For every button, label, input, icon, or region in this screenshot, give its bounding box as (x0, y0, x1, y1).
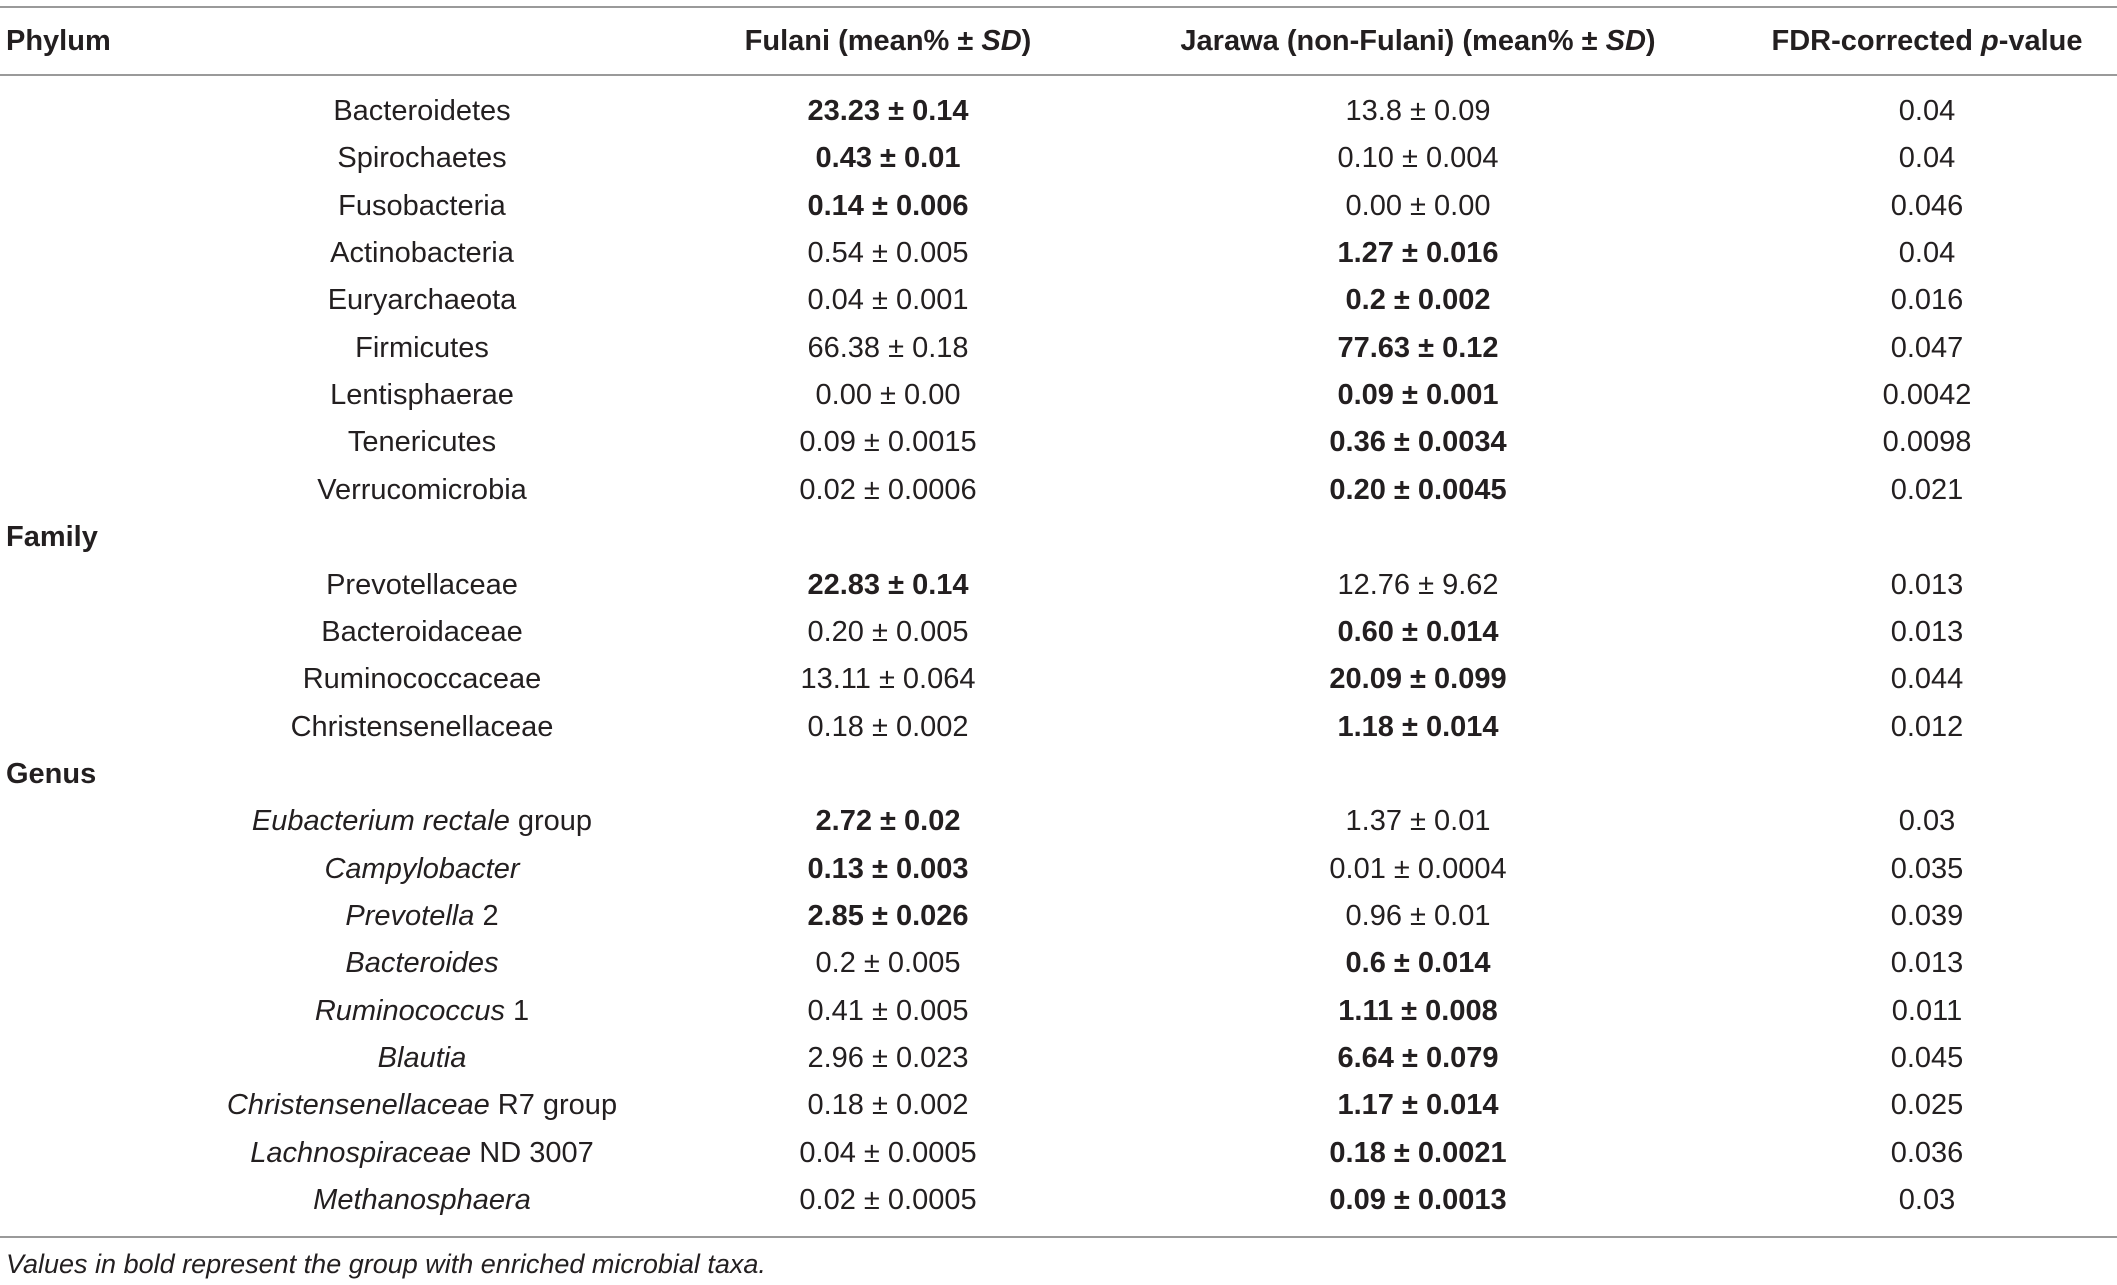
taxon-name: Christensenellaceae R7 group (226, 1089, 618, 1121)
fdr-p-value: 0.047 (1890, 332, 1964, 364)
fulani-value: 0.02 ± 0.0006 (799, 474, 977, 506)
taxon-name: Fusobacteria (338, 190, 506, 222)
taxon-name: Ruminococcus 1 (314, 995, 530, 1027)
taxon-name: Methanosphaera (313, 1184, 531, 1216)
fulani-value: 0.13 ± 0.003 (807, 853, 969, 885)
jarawa-value: 0.20 ± 0.0045 (1329, 474, 1507, 506)
fulani-value: 0.20 ± 0.005 (807, 616, 969, 648)
fdr-p-value: 0.016 (1890, 284, 1964, 316)
taxon-name: Blautia (377, 1042, 467, 1074)
header-phylum: Phylum (6, 25, 111, 57)
fulani-value: 0.54 ± 0.005 (807, 237, 969, 269)
jarawa-value: 1.11 ± 0.008 (1338, 995, 1498, 1027)
jarawa-value: 12.76 ± 9.62 (1337, 569, 1499, 601)
jarawa-value: 1.17 ± 0.014 (1337, 1089, 1499, 1121)
fulani-value: 2.96 ± 0.023 (807, 1042, 969, 1074)
taxon-name: Bacteroidaceae (321, 616, 523, 648)
taxon-name: Eubacterium rectale group (251, 805, 593, 837)
taxon-name: Ruminococcaceae (302, 663, 542, 695)
fdr-p-value: 0.0098 (1882, 426, 1972, 458)
jarawa-value: 0.96 ± 0.01 (1345, 900, 1491, 932)
taxon-name: Bacteroidetes (333, 95, 511, 127)
fulani-value: 0.18 ± 0.002 (807, 711, 969, 743)
jarawa-value: 0.09 ± 0.001 (1337, 379, 1499, 411)
section-family: Family (6, 521, 98, 553)
jarawa-value: 0.00 ± 0.00 (1345, 190, 1491, 222)
jarawa-value: 0.09 ± 0.0013 (1329, 1184, 1507, 1216)
fulani-value: 0.04 ± 0.001 (807, 284, 969, 316)
fulani-value: 0.2 ± 0.005 (815, 947, 961, 979)
jarawa-value: 0.6 ± 0.014 (1345, 947, 1491, 979)
fulani-value: 0.00 ± 0.00 (815, 379, 961, 411)
table-top-rule (0, 6, 2117, 8)
jarawa-value: 20.09 ± 0.099 (1329, 663, 1507, 695)
fdr-p-value: 0.04 (1898, 95, 1956, 127)
jarawa-value: 1.27 ± 0.016 (1337, 237, 1499, 269)
jarawa-value: 6.64 ± 0.079 (1337, 1042, 1499, 1074)
taxon-name: Bacteroides (345, 947, 499, 979)
taxon-name: Lentisphaerae (330, 379, 514, 411)
jarawa-value: 0.36 ± 0.0034 (1329, 426, 1507, 458)
fdr-p-value: 0.021 (1890, 474, 1964, 506)
fulani-value: 0.02 ± 0.0005 (799, 1184, 977, 1216)
fulani-value: 2.85 ± 0.026 (807, 900, 969, 932)
jarawa-value: 1.37 ± 0.01 (1345, 805, 1491, 837)
fulani-value: 0.18 ± 0.002 (807, 1089, 969, 1121)
fdr-p-value: 0.036 (1890, 1137, 1964, 1169)
fulani-value: 0.09 ± 0.0015 (799, 426, 977, 458)
taxon-name: Prevotella 2 (345, 900, 499, 932)
fdr-p-value: 0.03 (1898, 1184, 1956, 1216)
jarawa-value: 0.60 ± 0.014 (1337, 616, 1499, 648)
taxon-name: Euryarchaeota (327, 284, 517, 316)
taxon-name: Actinobacteria (330, 237, 514, 269)
fdr-p-value: 0.012 (1890, 711, 1964, 743)
fdr-p-value: 0.04 (1898, 142, 1956, 174)
jarawa-value: 13.8 ± 0.09 (1345, 95, 1491, 127)
fdr-p-value: 0.04 (1898, 237, 1956, 269)
jarawa-value: 1.18 ± 0.014 (1337, 711, 1499, 743)
fulani-value: 0.04 ± 0.0005 (799, 1137, 977, 1169)
fdr-p-value: 0.044 (1890, 663, 1964, 695)
fdr-p-value: 0.03 (1898, 805, 1956, 837)
jarawa-value: 0.10 ± 0.004 (1337, 142, 1499, 174)
fulani-value: 0.41 ± 0.005 (807, 995, 969, 1027)
table-header-rule (0, 74, 2117, 76)
section-genus: Genus (6, 758, 97, 790)
taxon-name: Verrucomicrobia (317, 474, 527, 506)
fdr-p-value: 0.025 (1890, 1089, 1964, 1121)
fulani-value: 22.83 ± 0.14 (807, 569, 969, 601)
taxon-name: Spirochaetes (337, 142, 507, 174)
fulani-value: 23.23 ± 0.14 (807, 95, 969, 127)
jarawa-value: 0.01 ± 0.0004 (1329, 853, 1507, 885)
header-jarawa: Jarawa (non-Fulani) (mean% ± SD) (1180, 25, 1656, 57)
fulani-value: 2.72 ± 0.02 (815, 805, 961, 837)
fdr-p-value: 0.013 (1890, 569, 1964, 601)
fulani-value: 66.38 ± 0.18 (807, 332, 969, 364)
fdr-p-value: 0.046 (1890, 190, 1964, 222)
fdr-p-value: 0.013 (1890, 616, 1964, 648)
fdr-p-value: 0.0042 (1882, 379, 1972, 411)
fulani-value: 0.14 ± 0.006 (807, 190, 969, 222)
header-fulani: Fulani (mean% ± SD) (744, 25, 1032, 57)
jarawa-value: 0.2 ± 0.002 (1345, 284, 1491, 316)
taxon-name: Lachnospiraceae ND 3007 (250, 1137, 594, 1169)
jarawa-value: 0.18 ± 0.0021 (1329, 1137, 1507, 1169)
taxon-name: Firmicutes (355, 332, 489, 364)
fdr-p-value: 0.045 (1890, 1042, 1964, 1074)
jarawa-value: 77.63 ± 0.12 (1337, 332, 1499, 364)
table-bottom-rule (0, 1236, 2117, 1238)
taxon-name: Tenericutes (347, 426, 497, 458)
taxon-name: Christensenellaceae (290, 711, 554, 743)
header-fdr-p-value: FDR-corrected p-value (1771, 25, 2083, 57)
fulani-value: 13.11 ± 0.064 (800, 663, 976, 695)
fdr-p-value: 0.039 (1890, 900, 1964, 932)
fdr-p-value: 0.035 (1890, 853, 1964, 885)
table-footnote: Values in bold represent the group with enriched microbial taxa. (6, 1249, 766, 1279)
taxon-name: Campylobacter (324, 853, 520, 885)
taxon-name: Prevotellaceae (326, 569, 518, 601)
fdr-p-value: 0.013 (1890, 947, 1964, 979)
fdr-p-value: 0.011 (1891, 995, 1963, 1027)
fulani-value: 0.43 ± 0.01 (815, 142, 961, 174)
